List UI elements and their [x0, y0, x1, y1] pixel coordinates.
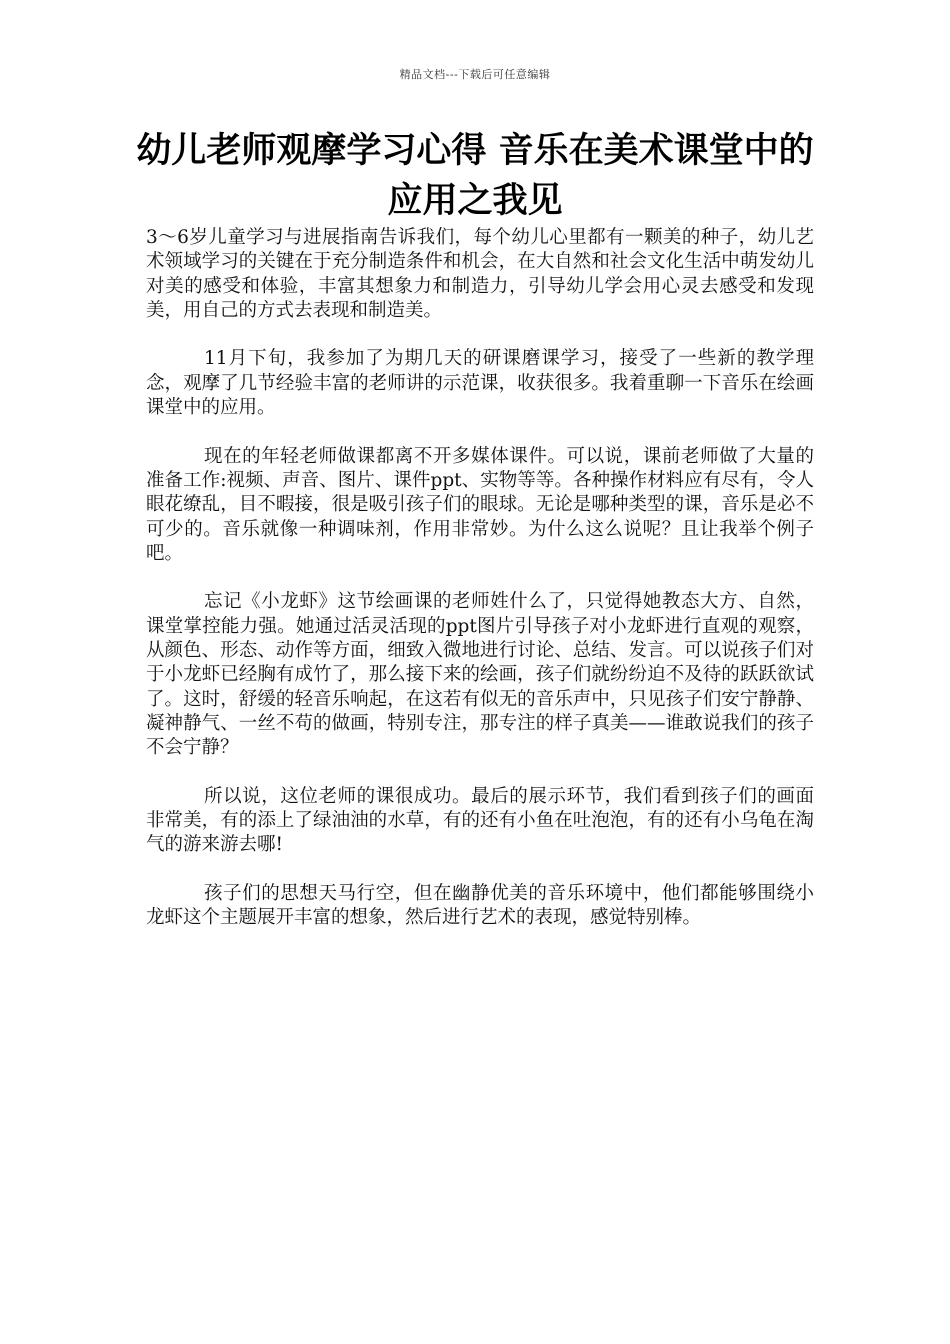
- paragraph-intro: 3～6岁儿童学习与进展指南告诉我们，每个幼儿心里都有一颗美的种子，幼儿艺术领域学习的关键在于充分制造条件和机会，在大自然和社会文化生活中萌发幼儿对美的感受和体验，丰富其想象力和制造力，引导幼儿学会用心灵去感受和发现美，用自己的方式去表现和制造美。: [146, 227, 814, 321]
- paragraph-showcase: 所以说，这位老师的课很成功。最后的展示环节，我们看到孩子们的画面非常美，有的添上了绿油油的水草，有的还有小鱼在吐泡泡，有的还有小乌龟在淘气的游来游去哪!: [146, 785, 814, 856]
- page-title: 幼儿老师观摩学习心得 音乐在美术课堂中的应用之我见: [136, 130, 814, 221]
- document-body: [146, 226, 814, 955]
- paragraph-crayfish-lesson: 忘记《小龙虾》这节绘画课的老师姓什么了，只觉得她教态大方、自然，课堂掌控能力强。她通过活灵活现的ppt图片引导孩子对小龙虾进行直观的观察，从颜色、形态、动作等方面，细致入微地进行讨论、总结、发言。可以说孩子们对于小龙虾已经胸有成竹了，那么接下来的绘画，孩子们就纷纷迫不及待的跃跃欲试了。这时，舒缓的轻音乐响起，在这若有似无的音乐声中，只见孩子们安宁静静、凝神静气、一丝不苟的做画，特别专注，那专注的样子真美——谁敢说我们的孩子不会宁静？: [146, 591, 814, 759]
- header-note: 精品文档---下载后可任意编辑: [399, 68, 551, 81]
- paragraph-conclusion: 孩子们的思想天马行空，但在幽静优美的音乐环境中，他们都能够围绕小龙虾这个主题展开丰富的想象，然后进行艺术的表现，感觉特别棒。: [146, 883, 814, 929]
- paragraph-november: 11月下旬，我参加了为期几天的研课磨课学习，接受了一些新的教学理念，观摩了几节经验丰富的老师讲的示范课，收获很多。我着重聊一下音乐在绘画课堂中的应用。: [146, 348, 814, 419]
- paragraph-multimedia: 现在的年轻老师做课都离不开多媒体课件。可以说，课前老师做了大量的准备工作:视频、声音、图片、课件ppt、实物等等。各种操作材料应有尽有，令人眼花缭乱，目不暇接，很是吸引孩子们的眼球。无论是哪种类型的课，音乐是必不可少的。音乐就像一种调味剂，作用非常妙。为什么这么说呢？且让我举个例子吧。: [146, 445, 814, 564]
